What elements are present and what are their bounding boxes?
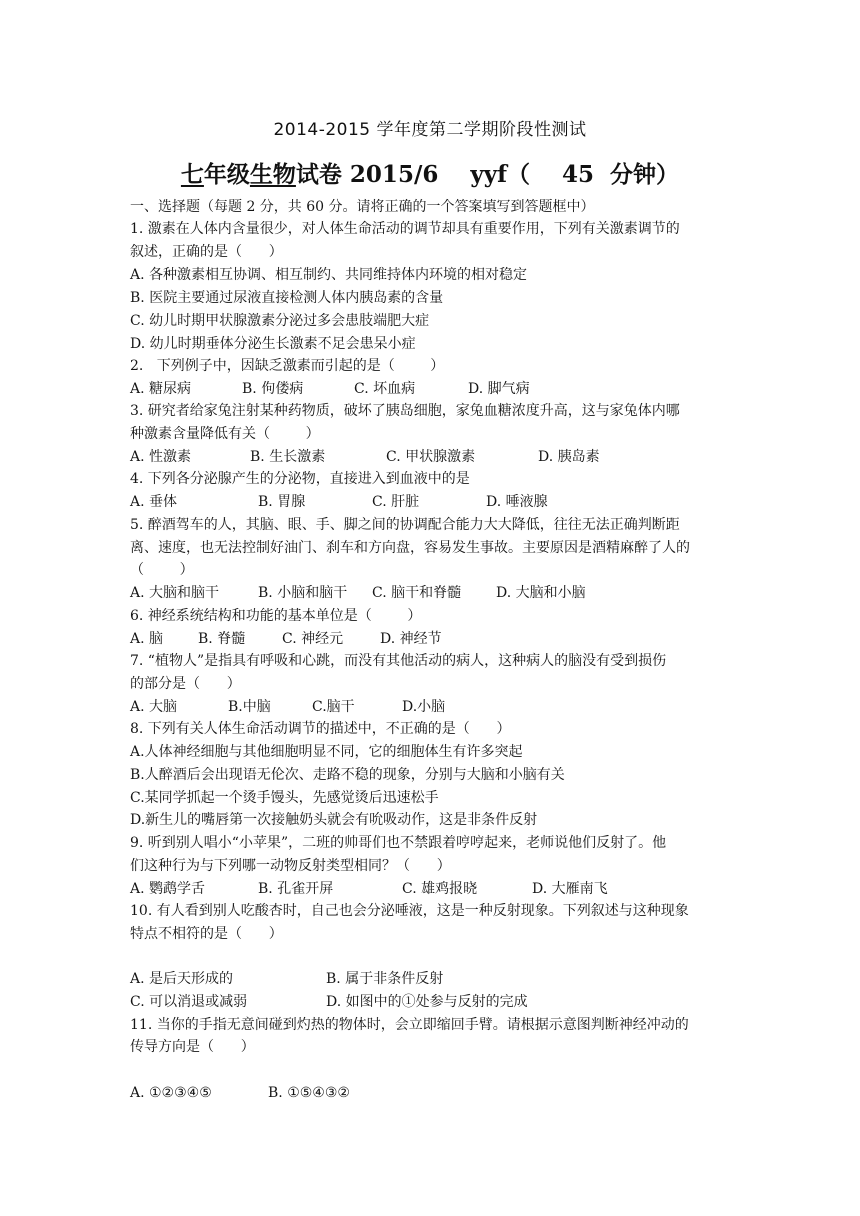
q5-option-c: C. 脑干和脊髓: [372, 585, 462, 601]
title-grade-char: 七: [180, 161, 204, 188]
q2-option-b: B. 佝偻病: [242, 381, 304, 397]
q4-option-a: A. 垂体: [130, 494, 178, 510]
q4-option-d: D. 唾液腺: [486, 494, 548, 510]
q3-option-d: D. 胰岛素: [538, 449, 600, 465]
q11-stem-line1: 11. 当你的手指无意间碰到灼热的物体时，会立即缩回手臂。请根据示意图判断神经冲动的: [130, 1017, 689, 1033]
q8-stem: 8. 下列有关人体生命活动调节的描述中，不正确的是（ ）: [130, 721, 511, 737]
q8-option-d: D.新生儿的嘴唇第一次接触奶头就会有吮吸动作，这是非条件反射: [130, 812, 538, 828]
title-subject: 生物: [249, 161, 296, 188]
q10-option-c: C. 可以消退或减弱: [130, 994, 248, 1010]
q9-stem-line1: 9. 听到别人唱小“小苹果”，二班的帅哥们也不禁跟着哼哼起来，老师说他们反射了。他: [130, 835, 667, 851]
q11-stem-line2: 传导方向是（ ）: [130, 1039, 255, 1055]
q11-option-a: A. ①②③④⑤: [130, 1085, 212, 1101]
q7-option-c: C.脑干: [312, 699, 355, 715]
q4-option-b: B. 胃腺: [258, 494, 306, 510]
q8-option-c: C.某同学抓起一个烫手馒头，先感觉烫后迅速松手: [130, 790, 439, 806]
q2-stem: 2. 下列例子中，因缺乏激素而引起的是（ ）: [130, 358, 445, 374]
q10-options-row2: [130, 993, 740, 1011]
q2-option-d: D. 脚气病: [468, 381, 530, 397]
q11-option-b: B. ①⑤④③②: [268, 1085, 350, 1101]
q9-option-a: A. 鹦鹉学舌: [130, 881, 206, 897]
q1-option-c: C. 幼儿时期甲状腺激素分泌过多会患肢端肥大症: [130, 313, 430, 329]
q7-stem-line1: 7. “植物人”是指具有呼吸和心跳，而没有其他活动的病人，这种病人的脑没有受到损伤: [130, 653, 667, 669]
q7-option-a: A. 大脑: [130, 699, 178, 715]
q6-option-b: B. 脊髓: [198, 631, 246, 647]
q7-stem-line2: 的部分是（ ）: [130, 676, 241, 692]
q2-option-a: A. 糖尿病: [130, 381, 192, 397]
q5-option-d: D. 大脑和小脑: [496, 585, 586, 601]
q1-stem-line1: 1. 激素在人体内含量很少，对人体生命活动的调节却具有重要作用，下列有关激素调节的: [130, 221, 680, 237]
title-rest: 试卷 2015/6 yyf（ 45 分钟）: [295, 161, 680, 188]
exam-header-year: 2014-2015 学年度第二学期阶段性测试: [273, 120, 587, 140]
q5-stem-line1: 5. 醉酒驾车的人，其脑、眼、手、脚之间的协调配合能力大大降低，往往无法正确判断距: [130, 517, 680, 533]
q2-option-c: C. 坏血病: [354, 381, 416, 397]
q3-option-b: B. 生长激素: [250, 449, 326, 465]
q1-option-a: A. 各种激素相互协调、相互制约、共同维持体内环境的相对稳定: [130, 267, 528, 283]
q6-option-c: C. 神经元: [282, 631, 344, 647]
q11-options: [130, 1084, 740, 1102]
q3-stem-line2: 种激素含量降低有关（ ）: [130, 426, 320, 442]
q9-option-b: B. 孔雀开屏: [258, 881, 334, 897]
q1-option-b: B. 医院主要通过尿液直接检测人体内胰岛素的含量: [130, 290, 444, 306]
title-grade-rest: 年级: [203, 161, 250, 188]
q10-option-b: B. 属于非条件反射: [326, 971, 444, 987]
q9-options: [130, 880, 740, 898]
section-heading: 一、选择题（每题 2 分，共 60 分。请将正确的一个答案填写到答题框中）: [130, 199, 595, 215]
q1-option-d: D. 幼儿时期垂体分泌生长激素不足会患呆小症: [130, 336, 416, 352]
q4-options: [130, 493, 740, 511]
q6-options: [130, 630, 740, 648]
q10-stem-line2: 特点不相符的是（ ）: [130, 926, 283, 942]
q3-options: [130, 448, 740, 466]
q7-option-d: D.小脑: [402, 699, 446, 715]
q6-option-d: D. 神经节: [380, 631, 442, 647]
q5-options: [130, 584, 740, 602]
q10-option-a: A. 是后天形成的: [130, 971, 234, 987]
q9-stem-line2: 们这种行为与下列哪一动物反射类型相同？（ ）: [130, 858, 451, 874]
q9-option-c: C. 雄鸡报晓: [402, 881, 478, 897]
q10-stem-line1: 10. 有人看到别人吃酸杏时，自己也会分泌唾液，这是一种反射现象。下列叙述与这种现象: [130, 903, 689, 919]
q3-option-c: C. 甲状腺激素: [386, 449, 476, 465]
q10-option-d: D. 如图中的①处参与反射的完成: [326, 994, 528, 1010]
q4-stem: 4. 下列各分泌腺产生的分泌物，直接进入到血液中的是: [130, 471, 470, 487]
q5-stem-line3: （ ）: [130, 562, 194, 578]
q6-stem: 6. 神经系统结构和功能的基本单位是（ ）: [130, 608, 422, 624]
q5-option-a: A. 大脑和脑干: [130, 585, 220, 601]
q5-option-b: B. 小脑和脑干: [258, 585, 348, 601]
q8-option-b: B.人醉酒后会出现语无伦次、走路不稳的现象，分别与大脑和小脑有关: [130, 767, 565, 783]
q4-option-c: C. 肝脏: [372, 494, 420, 510]
q9-option-d: D. 大雁南飞: [532, 881, 608, 897]
q5-stem-line2: 离、速度，也无法控制好油门、刹车和方向盘，容易发生事故。主要原因是酒精麻醉了人的: [130, 540, 690, 556]
q3-stem-line1: 3. 研究者给家兔注射某种药物质，破坏了胰岛细胞，家兔血糖浓度升高，这与家兔体内哪: [130, 403, 680, 419]
q7-option-b: B.中脑: [228, 699, 271, 715]
q10-options-row1: [130, 970, 740, 988]
exam-title: [0, 156, 860, 189]
q6-option-a: A. 脑: [130, 631, 164, 647]
q3-option-a: A. 性激素: [130, 449, 192, 465]
q7-options: [130, 698, 740, 716]
q2-options: [130, 380, 740, 398]
q1-stem-line2: 叙述，正确的是（ ）: [130, 244, 283, 260]
q8-option-a: A.人体神经细胞与其他细胞明显不同，它的细胞体生有许多突起: [130, 744, 523, 760]
